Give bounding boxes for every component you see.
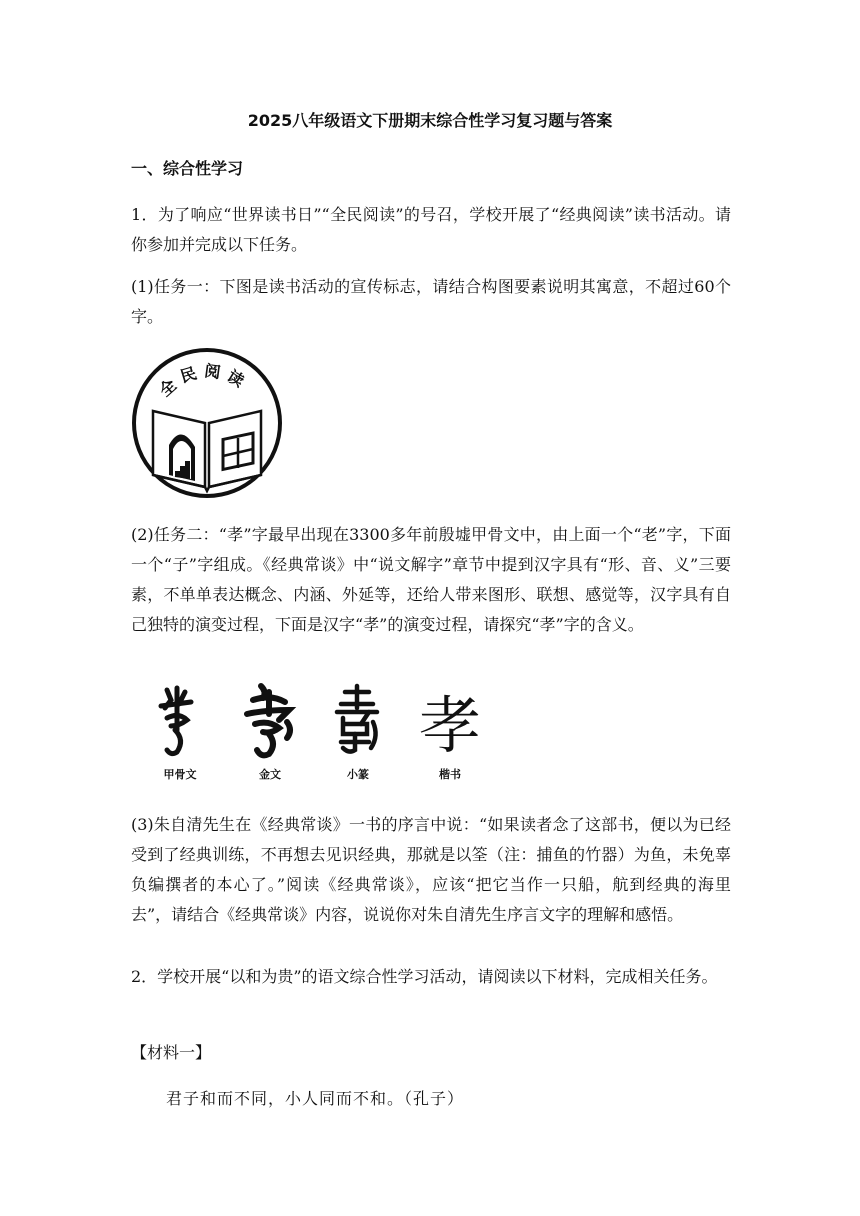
material-1-quote: 君子和而不同，小人同而不和。（孔子） <box>166 1089 465 1108</box>
bronze-script-glyph <box>230 680 310 760</box>
task-2-text: (2)任务二：“孝”字最早出现在3300多年前殷墟甲骨文中，由上面一个“老”字，下面一个“子”字组成。《经典常谈》中“说文解字”章节中提到汉字具有“形、音、义”三要素，不单单表达概念、内涵、外延等，还给人带来图形、联想、感觉等，汉字具有自己独特的演变过程，下面是汉字“孝”的演变过程，请探究“孝”字的含义。 <box>131 525 731 634</box>
reading-logo <box>131 345 283 500</box>
small-seal-glyph <box>318 680 398 760</box>
bronze-script-cell <box>230 680 310 784</box>
oracle-bone-label: 甲骨文 <box>163 768 197 781</box>
oracle-bone-glyph <box>140 680 220 760</box>
reading-logo-graphic <box>131 345 283 500</box>
question-2-intro: 2．学校开展“以和为贵”的语文综合性学习活动，请阅读以下材料，完成相关任务。 <box>131 967 718 986</box>
task-3-text: (3)朱自清先生在《经典常谈》一书的序言中说：“如果读者念了这部书，便以为已经受到了经典训练，不再想去见识经典，那就是以筌（注：捕鱼的竹器）为鱼，未免辜负编撰者的本心了。”阅读《经典常谈》，应该“把它当作一只船，航到经典的海里去”，请结合《经典常谈》内容，说说你对朱自清先生序言文字的理解和感悟。 <box>131 815 731 924</box>
small-seal-label: 小篆 <box>347 768 369 781</box>
small-seal-cell <box>318 680 398 784</box>
question-1-intro: 1．为了响应“世界读书日”“全民阅读”的号召，学校开展了“经典阅读”读书活动。请你参加并完成以下任务。 <box>131 205 731 254</box>
regular-script-label: 楷书 <box>439 768 461 781</box>
material-1-heading: 【材料一】 <box>131 1043 212 1062</box>
oracle-bone-cell <box>140 680 220 784</box>
section-heading: 一、综合性学习 <box>131 159 244 178</box>
task-1-text: (1)任务一：下图是读书活动的宣传标志，请结合构图要素说明其寓意，不超过60个字。 <box>131 277 731 326</box>
character-evolution <box>140 680 500 784</box>
logo-arc-text: 全民阅读 <box>155 361 253 401</box>
document-title: 2025八年级语文下册期末综合性学习复习题与答案 <box>247 111 613 130</box>
regular-script-glyph: 孝 <box>418 688 481 760</box>
bronze-script-label: 金文 <box>259 768 281 781</box>
regular-script-cell <box>410 680 490 784</box>
